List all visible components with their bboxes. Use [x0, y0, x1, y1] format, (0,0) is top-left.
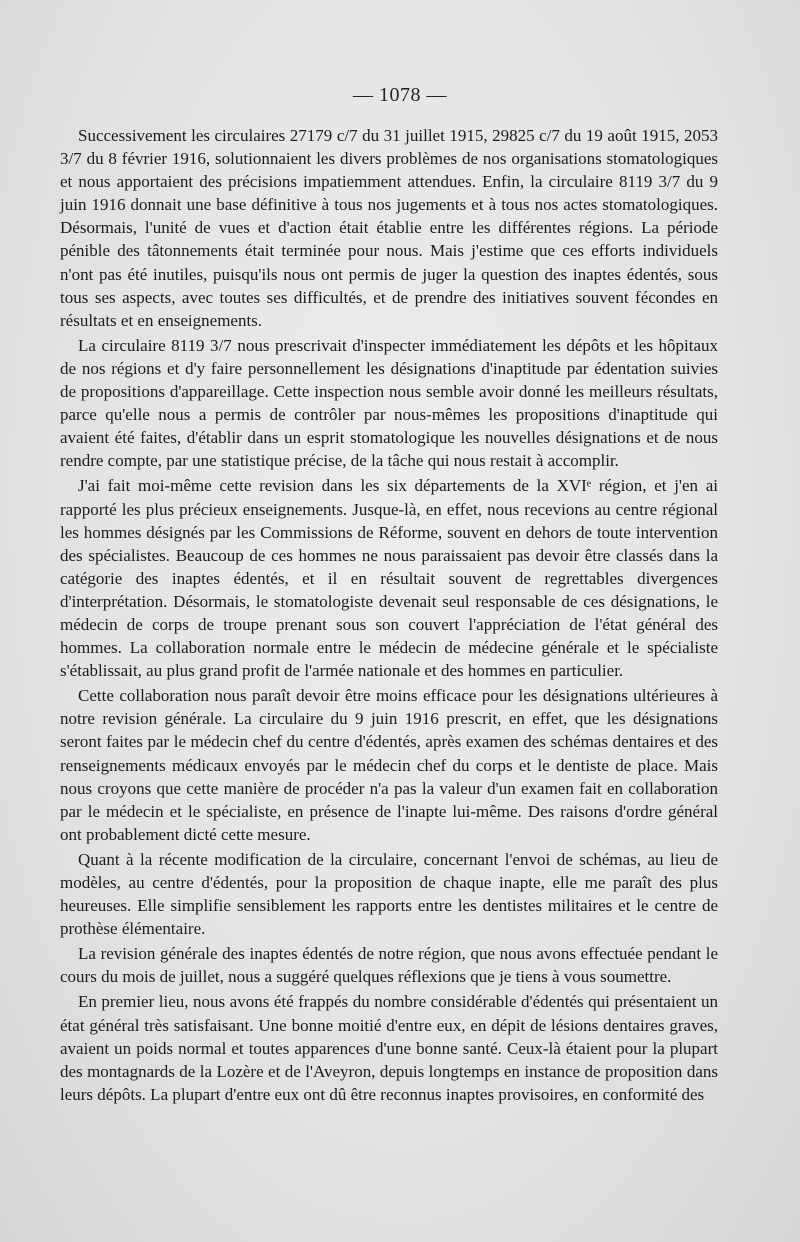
body-text [60, 124, 718, 1106]
paragraph-3: J'ai fait moi-même cette revision dans les six départements de la XVIᵉ région, et j'en ai rapporté les plus précieux enseignements. Jusque-là, en effet, nous recevions au centre régional les hommes désignés par les Commissions de Réforme, souvent en dehors de toute intervention des spécialistes. Beaucoup de ces hommes ne nous paraissaient pas devoir être classés dans la catégorie des inaptes édentés, et il en résultait souvent de regrettables divergences d'interprétation. Désormais, le stomatologiste devenait seul responsable de ces désignations, le médecin de corps de troupe prenant sous son couvert l'appréciation de l'état général des hommes. La collaboration normale entre le médecin de médecine générale et le spécialiste s'établissait, au plus grand profit de l'armée nationale et des hommes en particulier. [60, 476, 718, 681]
paragraph-1: Successivement les circulaires 27179 c/7 du 31 juillet 1915, 29825 c/7 du 19 août 1915, 2053 3/7 du 8 février 1916, solutionnaient les divers problèmes de nos organisations stomatologiques et nous apportaient des précisions impatiemment attendues. Enfin, la circulaire 8119 3/7 du 9 juin 1916 donnait une base définitive à tous nos jugements et à tous nos actes stomatologiques. Désormais, l'unité de vues et d'action était établie entre les différentes régions. La période pénible des tâtonnements était terminée pour nous. Mais j'estime que ces efforts individuels n'ont pas été inutiles, puisqu'ils nous ont permis de juger la question des inaptes édentés, sous tous ses aspects, avec toutes ses difficultés, et de prendre des initiatives souvent fécondes en résultats et en enseignements. [60, 126, 718, 330]
paragraph-7: En premier lieu, nous avons été frappés du nombre considérable d'édentés qui présentaient un état général très satisfaisant. Une bonne moitié d'entre eux, en dépit de lésions dentaires graves, avaient un poids normal et toutes apparences d'une bonne santé. Ceux-là étaient pour la plupart des montagnards de la Lozère et de l'Aveyron, depuis longtemps en instance de proposition dans leurs dépôts. La plupart d'entre eux ont dû être reconnus inaptes provisoires, en conformité des [60, 992, 718, 1104]
paragraph-4: Cette collaboration nous paraît devoir être moins efficace pour les désignations ultérieures à notre revision générale. La circulaire du 9 juin 1916 prescrit, en effet, que les désignations seront faites par le médecin chef du centre d'édentés, après examen des schémas dentaires et des renseignements médicaux envoyés par le médecin chef du corps et le dentiste de place. Mais nous croyons que cette manière de procéder n'a pas la valeur d'un examen fait en collaboration par le médecin et le spécialiste, en présence de l'inapte lui-même. Des raisons d'ordre général ont probablement dicté cette mesure. [60, 686, 718, 844]
page-number: — 1078 — [353, 84, 447, 106]
paragraph-6: La revision générale des inaptes édentés de notre région, que nous avons effectuée pendant le cours du mois de juillet, nous a suggéré quelques réflexions que je tiens à vous soumettre. [60, 944, 718, 987]
paragraph-5: Quant à la récente modification de la circulaire, concernant l'envoi de schémas, au lieu de modèles, au centre d'édentés, pour la proposition de chaque inapte, elle me paraît des plus heureuses. Elle simplifie sensiblement les rapports entre les dentistes militaires et le centre de prothèse élémentaire. [60, 849, 718, 939]
paragraph-2: La circulaire 8119 3/7 nous prescrivait d'inspecter immédiatement les dépôts et les hôpitaux de nos régions et d'y faire personnellement les désignations d'inaptitude par édentation suivies de propositions d'appareillage. Cette inspection nous semble avoir donné les meilleurs résultats, parce qu'elle nous a permis de contrôler par nous-mêmes les propositions d'inaptitude qui avaient été faites, d'établir dans un esprit stomatologique les nouvelles désignations et de nous rendre compte, par une statistique précise, de la tâche qui nous restait à accomplir. [60, 335, 718, 471]
